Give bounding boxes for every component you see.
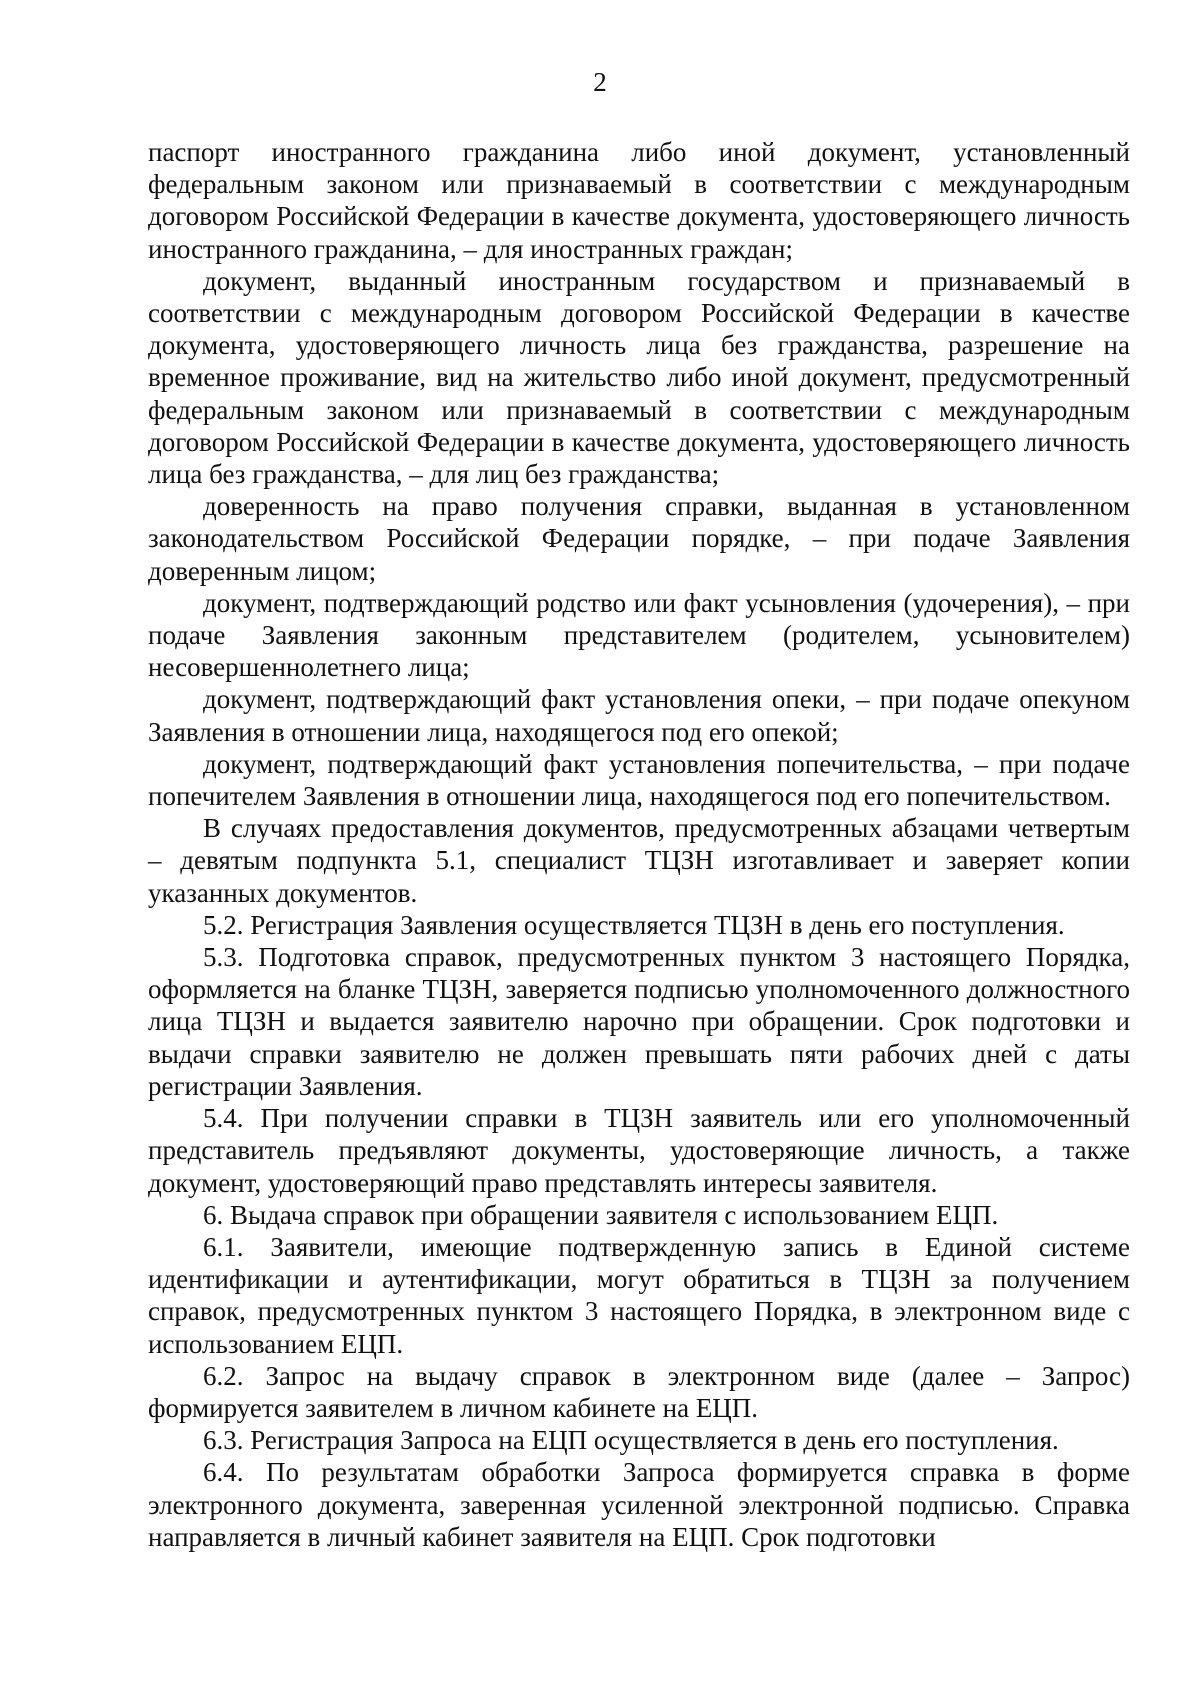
- paragraph-copies-certification: В случаях предоставления документов, предусмотренных абзацами четвертым – девятым подпункта 5.1, специалист ТЦЗН изготавливает и заверяет копии указанных документов.: [148, 813, 1130, 908]
- paragraph-5-3: 5.3. Подготовка справок, предусмотренных пунктом 3 настоящего Порядка, оформляется на бланке ТЦЗН, заверяется подписью уполномоченного должностного лица ТЦЗН и выдается заявителю нарочно при обращении. Срок подготовки и выдачи справки заявителю не должен превышать пяти рабочих дней с даты регистрации Заявления.: [148, 942, 1130, 1101]
- paragraph-stateless-document: документ, выданный иностранным государством и признаваемый в соответствии с международным договором Российской Федерации в качестве документа, удостоверяющего личность лица без гражданства, разрешение на временное проживание, вид на жительство либо иной документ, предусмотренный федеральным законом или признаваемый в соответствии с международным договором Российской Федерации в качестве документа, удостоверяющего личность лица без гражданства, – для лиц без гражданства;: [148, 265, 1130, 490]
- paragraph-trusteeship-document: документ, подтверждающий факт установления попечительства, – при подаче попечителем Заявления в отношении лица, находящегося под его попечительством.: [148, 748, 1130, 812]
- paragraph-6-3: 6.3. Регистрация Запроса на ЕЦП осуществляется в день его поступления.: [203, 1425, 1059, 1456]
- paragraph-5-4: 5.4. При получении справки в ТЦЗН заявитель или его уполномоченный представитель предъявляют документы, удостоверяющие личность, а также документ, удостоверяющий право представлять интересы заявителя.: [148, 1103, 1130, 1198]
- page-number: 2: [593, 67, 607, 97]
- paragraph-foreign-passport: паспорт иностранного гражданина либо иной документ, установленный федеральным законом или признаваемый в соответствии с международным договором Российской Федерации в качестве документа, удостоверяющего личность иностранного гражданина, – для иностранных граждан;: [148, 137, 1130, 264]
- paragraph-6-4: 6.4. По результатам обработки Запроса формируется справка в форме электронного документа, заверенная усиленной электронной подписью. Справка направляется в личный кабинет заявителя на ЕЦП. Срок подготовки: [148, 1457, 1130, 1552]
- paragraph-5-2: 5.2. Регистрация Заявления осуществляется ТЦЗН в день его поступления.: [203, 909, 1065, 940]
- paragraph-6-1: 6.1. Заявители, имеющие подтвержденную запись в Единой системе идентификации и аутентификации, могут обратиться в ТЦЗН за получением справок, предусмотренных пунктом 3 настоящего Порядка, в электронном виде с использованием ЕЦП.: [148, 1231, 1130, 1359]
- document-body: [148, 136, 1130, 1553]
- paragraph-6: 6. Выдача справок при обращении заявителя с использованием ЕЦП.: [203, 1199, 999, 1230]
- paragraph-6-2: 6.2. Запрос на выдачу справок в электронном виде (далее – Запрос) формируется заявителем в личном кабинете на ЕЦП.: [148, 1360, 1130, 1423]
- paragraph-power-of-attorney: доверенность на право получения справки, выданная в установленном законодательством Российской Федерации порядке, – при подаче Заявления доверенным лицом;: [148, 491, 1130, 586]
- paragraph-kinship-document: документ, подтверждающий родство или факт усыновления (удочерения), – при подаче Заявления законным представителем (родителем, усыновителем) несовершеннолетнего лица;: [148, 587, 1130, 683]
- paragraph-guardianship-document: документ, подтверждающий факт установления опеки, – при подаче опекуном Заявления в отношении лица, находящегося под его опекой;: [148, 684, 1130, 747]
